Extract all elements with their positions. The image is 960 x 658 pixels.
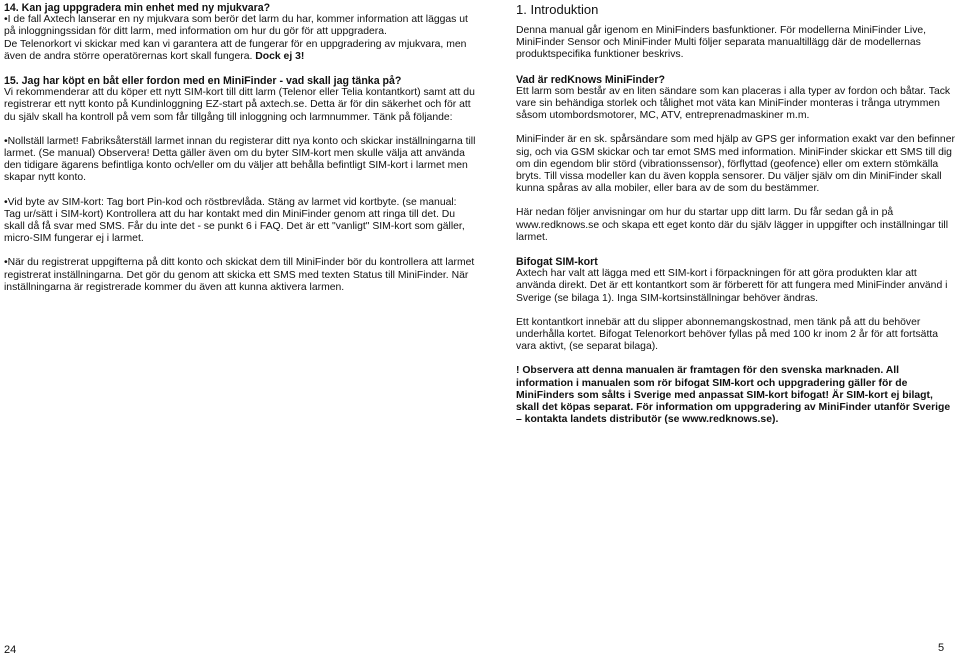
bullet-text-reset: Nollställ larmet! Fabriksåterställ larmet innan du registerar ditt nya konto och skickar inställningarna till larmet. (Se manual) Observera! Detta gäller även om du byter SIM-kort men skulle välja att använda den tidigare ägarens befintliga konto och/eller om du väljer att behålla befintligt SIM-kort i larmet men skapar nytt konto. [4, 135, 476, 184]
page-number-left: 24 [4, 644, 17, 656]
intro-title: 1. Introduktion [516, 2, 599, 17]
what-is-heading: Vad är redKnows MiniFinder? [516, 73, 665, 86]
sim-card-paragraph: Axtech har valt att lägga med ett SIM-kort i förpackningen för att göra produkten klar att använda direkt. Det är ett kontantkort som är förberett för att fungera med MiniFinder använd i Sverige (se bilaga 1). Inga SIM-kortsinställningar behöver ändras. [516, 268, 948, 304]
section-14-paragraph-1 [4, 14, 476, 38]
section-15-paragraph: Vi rekommenderar att du köper ett nytt SIM-kort till ditt larm (Telenor eller Telia kontantkort) samt att du registrerar ett nytt konto på Kundinloggning EZ-start på axtech.se. Detta är för din säkerhet och för att du själv skall ha kontroll på vem som får tillgång till inloggning och larmnummer. Tänk på följande: [4, 87, 475, 123]
right-page [516, 0, 956, 426]
section-14-title: 14. Kan jag uppgradera min enhet med ny mjukvara? [4, 2, 271, 14]
section-14-bold-note: Dock ej 3! [255, 50, 305, 62]
bullet-icon: • [4, 14, 8, 26]
intro-paragraph: Denna manual går igenom en MiniFinders basfunktioner. För modellerna MiniFinder Live, MiniFinder Sensor och MiniFinder Multi följer separata manualtillägg där de modellernas produktspecifika funktioner beskrivs. [516, 25, 927, 61]
bullet-icon: • [4, 135, 8, 147]
instructions-paragraph: Här nedan följer anvisningar om hur du startar upp ditt larm. Du får sedan gå in på www.redknows.se och skapa ett eget konto där du själv lägger in uppgifter och inställningar till larmet. [516, 207, 949, 243]
bullet-item-sim [4, 197, 476, 246]
section-14-text-1: I de fall Axtech lanserar en ny mjukvara som berör det larm du har, kommer information att läggas ut på inloggningssidan för ditt larm, med information om hur du gör för att uppgradera. [4, 14, 468, 38]
page-number-right: 5 [938, 642, 945, 654]
sim-card-heading: Bifogat SIM-kort [516, 256, 598, 269]
section-14-text-2: De Telenorkort vi skickar med kan vi garantera att de fungerar för en uppgradering av mjukvara, men även de andra större operatörernas kort skall fungera. [4, 38, 467, 62]
notice-paragraph: ! Observera att denna manualen är framtagen för den svenska marknaden. All information i manualen som rör bifogat SIM-kort och uppgradering gäller för de MiniFinders som sålts i Sverige med anpassat SIM-kort bifogat! Är SIM-kort ej bilagt, skall det köpas separat. För information om uppgradering av MiniFinder utanför Sverige – kontakta landets distributör (se www.redknows.se). [516, 365, 951, 426]
bullet-text-sim: Vid byte av SIM-kort: Tag bort Pin-kod och röstbrevlåda. Stäng av larmet vid kortbyte. (se manual: Tag ur/sätt i SIM-kort) Kontrollera att du har kontakt med din MiniFinder genom att ringa till det. Du skall då få svar med SMS. Får du inte det - se punkt 6 i FAQ. Det är ett "vanligt" SIM-kort som gäller, micro-SIM fungerar ej i larmet. [4, 196, 465, 245]
left-page [4, 0, 476, 294]
prepaid-paragraph: Ett kontantkort innebär att du slipper abonnemangskostnad, men tänk på att du behöver underhålla kortet. Bifogat Telenorkort behöver fyllas på med 100 kr inom 2 år för att fortsätta vara aktivt, (se separat bilaga). [516, 316, 939, 353]
section-14-paragraph-2 [4, 39, 476, 63]
bullet-icon: • [4, 196, 8, 208]
bullet-icon: • [4, 257, 8, 269]
section-15-title: 15. Jag har köpt en båt eller fordon med en MiniFinder - vad skall jag tänka på? [4, 75, 402, 88]
bullet-item-register [4, 257, 476, 294]
what-is-paragraph: Ett larm som består av en liten sändare som kan placeras i alla typer av fordon och båtar. Tack vare sin behändiga storlek och tålighet mot väta kan MiniFinder monteras i trånga utrymmen såsom utombordsmotorer, MC, ATV, entreprenadmaskiner m.m. [516, 85, 951, 122]
bullet-text-register: När du registrerat uppgifterna på ditt konto och skickat dem till MiniFinder bör du kontrollera att larmet registrerat inställningarna. Det gör du genom att skicka ett SMS med texten Status till MiniFinder. När inställningarna är registrerade kommer du även att kunna aktivera larmen. [4, 257, 475, 293]
bullet-item-reset [4, 136, 476, 185]
tracker-paragraph: MiniFinder är en sk. spårsändare som med hjälp av GPS ger information exakt var den befinner sig, och via GSM skickar och tar emot SMS med information. MiniFinder skickar ett SMS till dig om din egendom blir störd (vibrationssensor), förflyttad (geofence) eller om extern stömkälla bryts. Till vissa modeller kan du även koppla sensorer. Du väljer själv om din MiniFinder skall kunna spåras av alla mobiler, eller bara av de som du bestämmer. [516, 134, 955, 195]
